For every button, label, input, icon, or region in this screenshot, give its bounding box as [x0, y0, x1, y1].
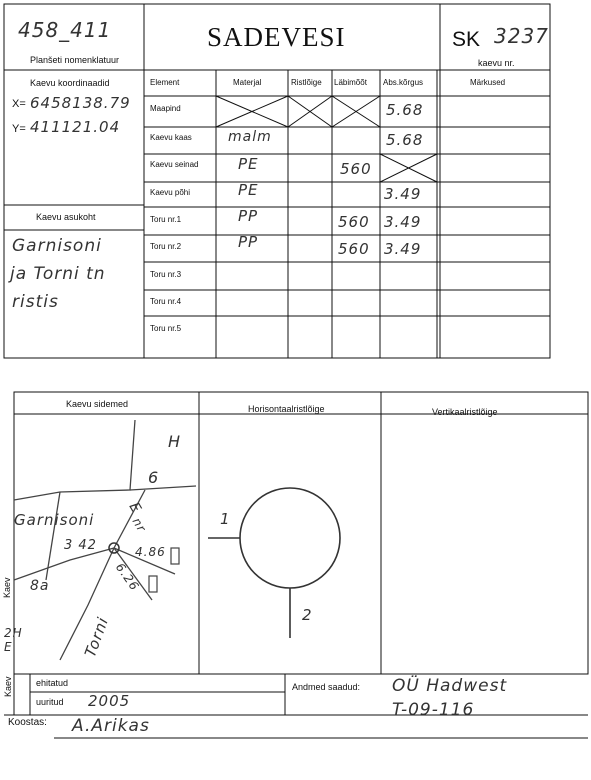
col-materjal: Materjal: [233, 78, 262, 87]
andmed-value-2: T-09-116: [392, 700, 475, 720]
row-element: Toru nr.5: [150, 324, 182, 333]
well-code-number: 3237: [494, 24, 549, 48]
x-value: 6458138.79: [30, 94, 131, 112]
sketch-h: H: [168, 432, 182, 451]
col-abs: Abs.kõrgus: [383, 78, 424, 87]
labimoot-value: 560: [338, 240, 370, 258]
well-no-label: kaevu nr.: [478, 58, 515, 68]
andmed-label: Andmed saadud:: [292, 682, 361, 692]
y-value: 411121.04: [30, 118, 121, 136]
pipe-label-1: 1: [220, 510, 231, 528]
uuritud-label: uuritud: [36, 697, 64, 707]
sketch-bottom-left: 2H E: [4, 626, 23, 654]
materjal-value: PE: [238, 181, 259, 199]
sketch-street-garnisoni: Garnisoni: [14, 511, 95, 529]
andmed-value-1: OÜ Hadwest: [392, 676, 508, 696]
row-element: Kaevu põhi: [150, 188, 191, 197]
side-label: Kaev: [2, 577, 12, 598]
pipe-label-2: 2: [302, 606, 313, 624]
abs-value: 3.49: [384, 185, 422, 203]
x-prefix: X=: [12, 98, 26, 110]
materjal-value: PP: [238, 207, 259, 225]
col-element: Element: [150, 78, 180, 87]
sketch-626: 6.26: [112, 560, 142, 594]
kaev-side-label: Kaev: [3, 676, 13, 697]
row-element: Toru nr.1: [150, 215, 182, 224]
sketch-8a: 8a: [30, 578, 50, 594]
uuritud-value: 2005: [88, 692, 131, 710]
sketch-e: E: [125, 499, 145, 517]
sheet-value: 458_411: [18, 18, 112, 42]
row-element: Maapind: [150, 104, 181, 113]
row-element: Kaevu kaas: [150, 133, 192, 142]
y-prefix: Y=: [12, 123, 26, 135]
sketch-nr: nr: [129, 515, 149, 535]
page-title: SADEVESI: [207, 22, 346, 52]
col-markused: Märkused: [470, 78, 506, 87]
koostas-label: Koostas:: [8, 717, 47, 728]
row-element: Kaevu seinad: [150, 160, 199, 169]
abs-value: 3.49: [384, 213, 422, 231]
location-line-1: Garnisoni: [12, 236, 102, 256]
labimoot-value: 560: [338, 213, 370, 231]
row-element: Toru nr.2: [150, 242, 182, 251]
location-line-3: ristis: [12, 292, 59, 312]
col-horisontaal: Horisontaalristlõige: [248, 404, 325, 414]
materjal-value: PE: [238, 155, 259, 173]
materjal-value: PP: [238, 233, 259, 251]
sheet-label: Planšeti nomenklatuur: [30, 55, 120, 65]
koostas-value: A.Arikas: [72, 716, 150, 736]
abs-value: 5.68: [386, 101, 424, 119]
col-vertikaal: Vertikaalristlõige: [432, 407, 498, 417]
location-label: Kaevu asukoht: [36, 212, 96, 222]
location-line-2: ja Torni tn: [10, 264, 106, 284]
row-element: Toru nr.3: [150, 270, 182, 279]
sketch-486: 4.86: [135, 545, 166, 559]
col-sidemed: Kaevu sidemed: [66, 399, 129, 409]
coords-label: Kaevu koordinaadid: [30, 78, 110, 88]
abs-value: 3.49: [384, 240, 422, 258]
row-element: Toru nr.4: [150, 297, 182, 306]
abs-value: 5.68: [386, 131, 424, 149]
col-labimoot: Läbimõõt: [334, 78, 367, 87]
col-ristloige: Ristlõige: [291, 78, 322, 87]
labimoot-value: 560: [340, 160, 372, 178]
sketch-street-torni: Torni: [81, 614, 113, 660]
sketch-342: 3 42: [64, 538, 97, 553]
ehitatud-label: ehitatud: [36, 678, 69, 688]
sketch-6: 6: [148, 468, 160, 487]
materjal-value: malm: [228, 129, 272, 145]
well-code-prefix: SK: [452, 28, 481, 51]
